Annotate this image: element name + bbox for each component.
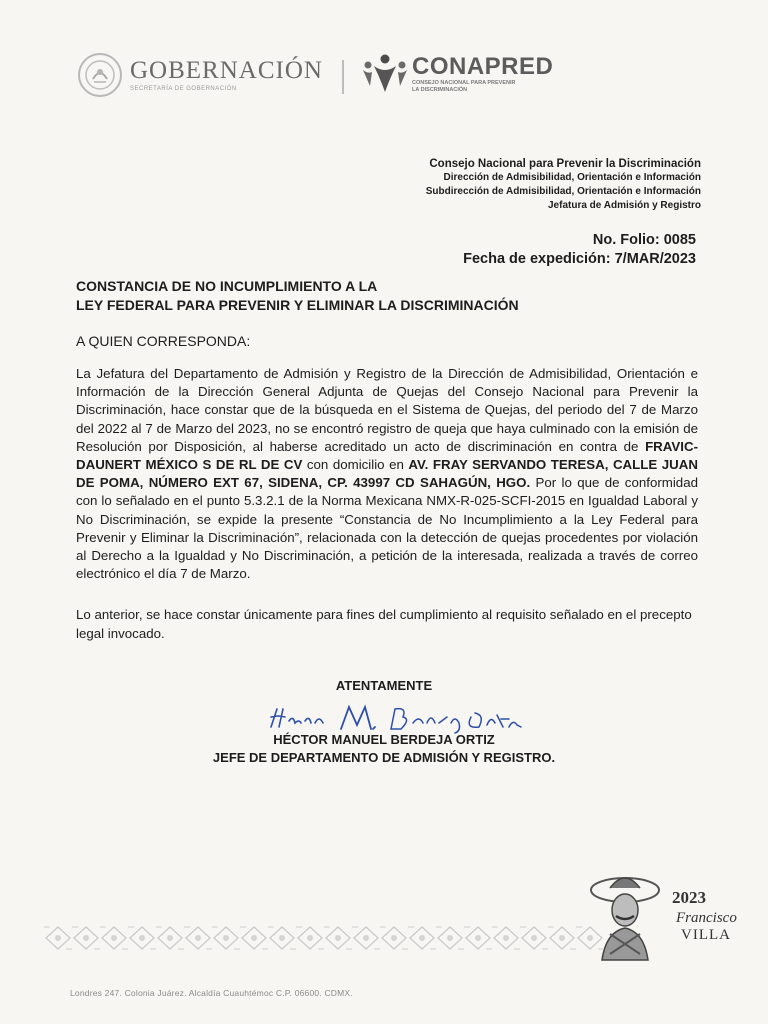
institution-line: Dirección de Admisibilidad, Orientación e Información (443, 172, 701, 183)
conapred-logo (360, 52, 553, 96)
conapred-subtitle-1: CONSEJO NACIONAL PARA PREVENIR (412, 80, 516, 86)
title-line: LEY FEDERAL PARA PREVENIR Y ELIMINAR LA DISCRIMINACIÓN (76, 297, 519, 313)
institution-line: Consejo Nacional para Prevenir la Discriminación (429, 158, 701, 170)
mexico-seal-icon (78, 53, 122, 97)
company-name: FRAVIC-DAUNERT MÉXICO S DE RL DE CV (76, 438, 698, 473)
body-paragraph (76, 365, 698, 583)
conapred-subtitle-2: LA DISCRIMINACIÓN (412, 87, 468, 93)
folio-number: No. Folio: 0085 (592, 232, 696, 248)
villa-year: 2023 (672, 888, 706, 907)
atentamente: ATENTAMENTE (335, 678, 433, 693)
footer-address: Londres 247. Colonia Juárez. Alcaldía Cuauhtémoc C.P. 06600. CDMX. (70, 988, 353, 998)
gobernacion-logo (78, 50, 323, 100)
folio-block (463, 231, 696, 269)
villa-surname: VILLA (681, 927, 731, 943)
title-line: CONSTANCIA DE NO INCUMPLIMIENTO A LA (76, 278, 378, 294)
issue-date: Fecha de expedición: 7/MAR/2023 (463, 251, 696, 267)
gobernacion-title: GOBERNACIÓN (130, 57, 323, 84)
gobernacion-subtitle: SECRETARÍA DE GOBERNACIÓN (130, 86, 237, 92)
francisco-villa-logo (588, 872, 738, 964)
document-title (76, 277, 519, 315)
signer-position: JEFE DE DEPARTAMENTO DE ADMISIÓN Y REGISTRO. (212, 750, 556, 765)
institution-line: Subdirección de Admisibilidad, Orientación e Información (425, 186, 701, 197)
signer-name: HÉCTOR MANUEL BERDEJA ORTIZ (273, 732, 495, 747)
signer-block (0, 731, 768, 767)
body-text-part: La Jefatura del Departamento de Admisión y Registro de la Dirección de Admisibilidad, Orientación e Información de la Dirección General Adjunta de Quejas del Consejo Nacional para Prevenir la Discriminación, hace constar que de la búsqueda en el Sistema de Quejas, del periodo del 7 de Marzo del 2022 al 7 de Marzo del 2023, no se encontró registro de queja que haya culminado con la emisión de Resolución por Disposición, al haberse acreditado un acto de discriminación en contra de (76, 366, 698, 454)
institution-block (426, 157, 701, 213)
closing-paragraph: Lo anterior, se hace constar únicamente para fines del cumplimiento al requisito señalado en el precepto legal invocado. (76, 607, 692, 641)
greeting: A QUIEN CORRESPONDA: (76, 333, 251, 349)
header-divider (342, 60, 344, 94)
institution-line: Jefatura de Admisión y Registro (548, 200, 701, 211)
villa-name: Francisco (676, 910, 737, 926)
body-text-part: con domicilio en (302, 457, 409, 473)
conapred-title: CONAPRED (412, 53, 554, 80)
body-text-part: Por lo que de conformidad con lo señalado en el punto 5.3.2.1 de la Norma Mexicana NMX-R-025-SCFI-2015 en Igualdad Laboral y No Discriminación, se expide la presente “Constancia de No Incumplimiento a la Ley Federal para Prevenir y Eliminar la Discriminación”, relacionada con la detección de quejas procedentes por violación al Derecho a la Igualdad y No Discriminación, a petición de la interesada, realizada a través de correo electrónico el día 7 de Marzo. (76, 475, 698, 582)
handwritten-signature (265, 701, 525, 735)
decorative-pattern (44, 925, 604, 951)
conapred-people-icon (360, 52, 410, 96)
company-address: AV. FRAY SERVANDO TERESA, CALLE JUAN DE POMA, NÚMERO EXT 67, SIDENA, CP. 43997 CD SAHAGÚN, HGO. (76, 457, 698, 491)
